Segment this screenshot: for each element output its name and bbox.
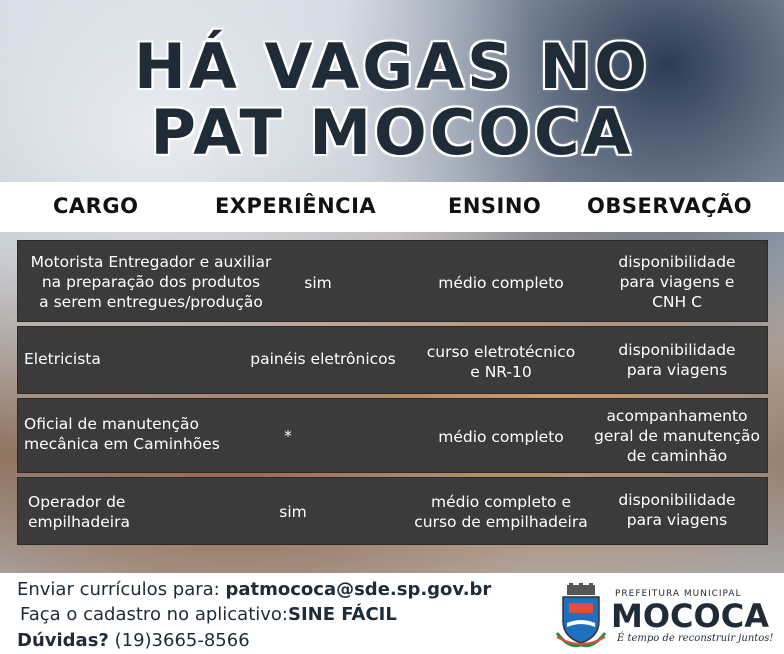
register-line: [20, 604, 397, 625]
app-name: SINE FÁCIL: [288, 604, 397, 625]
cell-ensino: [402, 427, 600, 447]
table-row: [17, 477, 768, 545]
logo-title: MOCOCA: [611, 597, 769, 635]
table-row: [17, 326, 768, 394]
observacao-line: acompanhamento: [606, 407, 748, 425]
questions-line: [17, 630, 250, 651]
observacao-line: CNH C: [652, 293, 702, 311]
cell-observacao: [590, 406, 764, 466]
table-row: [17, 240, 768, 322]
ensino-line: médio completo: [438, 428, 564, 446]
send-label: Enviar currículos para:: [17, 579, 220, 600]
cargo-line: a serem entregues/produção: [39, 293, 263, 311]
observacao-line: disponibilidade: [618, 491, 736, 509]
cell-observacao: [590, 490, 764, 530]
email-link[interactable]: patmococa@sde.sp.gov.br: [225, 579, 492, 600]
table-row: [17, 398, 768, 473]
cargo-line: Eletricista: [24, 350, 101, 368]
phone-number[interactable]: (19)3665-8566: [114, 630, 250, 651]
header-ensino: ENSINO: [448, 194, 542, 218]
cell-ensino: [402, 273, 600, 293]
observacao-line: geral de manutenção: [594, 427, 760, 445]
cargo-line: empilhadeira: [28, 513, 130, 531]
coat-of-arms-icon: [555, 583, 607, 649]
cargo-line: Motorista Entregador e auxiliar: [30, 253, 272, 271]
header-cargo: CARGO: [53, 194, 139, 218]
cargo-line: Oficial de manutenção: [24, 415, 200, 433]
send-line: [17, 579, 491, 600]
title-line-2: PAT MOCOCA: [150, 96, 634, 169]
ensino-line: curso eletrotécnico: [426, 343, 576, 361]
questions-label: Dúvidas?: [17, 630, 109, 651]
ensino-line: médio completo e: [431, 493, 571, 511]
logo-slogan: É tempo de reconstruir juntos!: [617, 633, 774, 644]
hero: [0, 0, 784, 182]
mococa-logo: [555, 583, 774, 649]
cargo-line: na preparação dos produtos: [41, 273, 261, 291]
observacao-line: de caminhão: [626, 447, 728, 465]
observacao-line: para viagens: [626, 511, 728, 529]
cell-ensino: [402, 342, 600, 382]
logo-small-text: PREFEITURA MUNICIPAL: [615, 589, 742, 599]
cell-experiencia: painéis eletrônicos: [250, 350, 396, 368]
cell-ensino: [402, 492, 600, 532]
cell-observacao: [590, 252, 764, 312]
observacao-line: disponibilidade: [618, 253, 736, 271]
title-line-1: HÁ VAGAS NO: [134, 30, 650, 103]
observacao-line: para viagens: [626, 361, 728, 379]
cell-experiencia: *: [284, 427, 292, 445]
cargo-line: mecânica em Caminhões: [24, 435, 220, 453]
header-experiencia: EXPERIÊNCIA: [215, 194, 377, 218]
cargo-line: Operador de: [28, 493, 126, 511]
ensino-line: médio completo: [438, 274, 564, 292]
register-label: Faça o cadastro no aplicativo:: [20, 604, 288, 625]
cell-experiencia: sim: [304, 274, 332, 292]
observacao-line: para viagens e: [619, 273, 735, 291]
ensino-line: curso de empilhadeira: [414, 513, 588, 531]
header-observacao: OBSERVAÇÃO: [587, 194, 753, 218]
cell-experiencia: sim: [279, 503, 307, 521]
observacao-line: disponibilidade: [618, 341, 736, 359]
ensino-line: e NR-10: [470, 363, 532, 381]
table-header: [0, 182, 784, 232]
cell-observacao: [590, 340, 764, 380]
